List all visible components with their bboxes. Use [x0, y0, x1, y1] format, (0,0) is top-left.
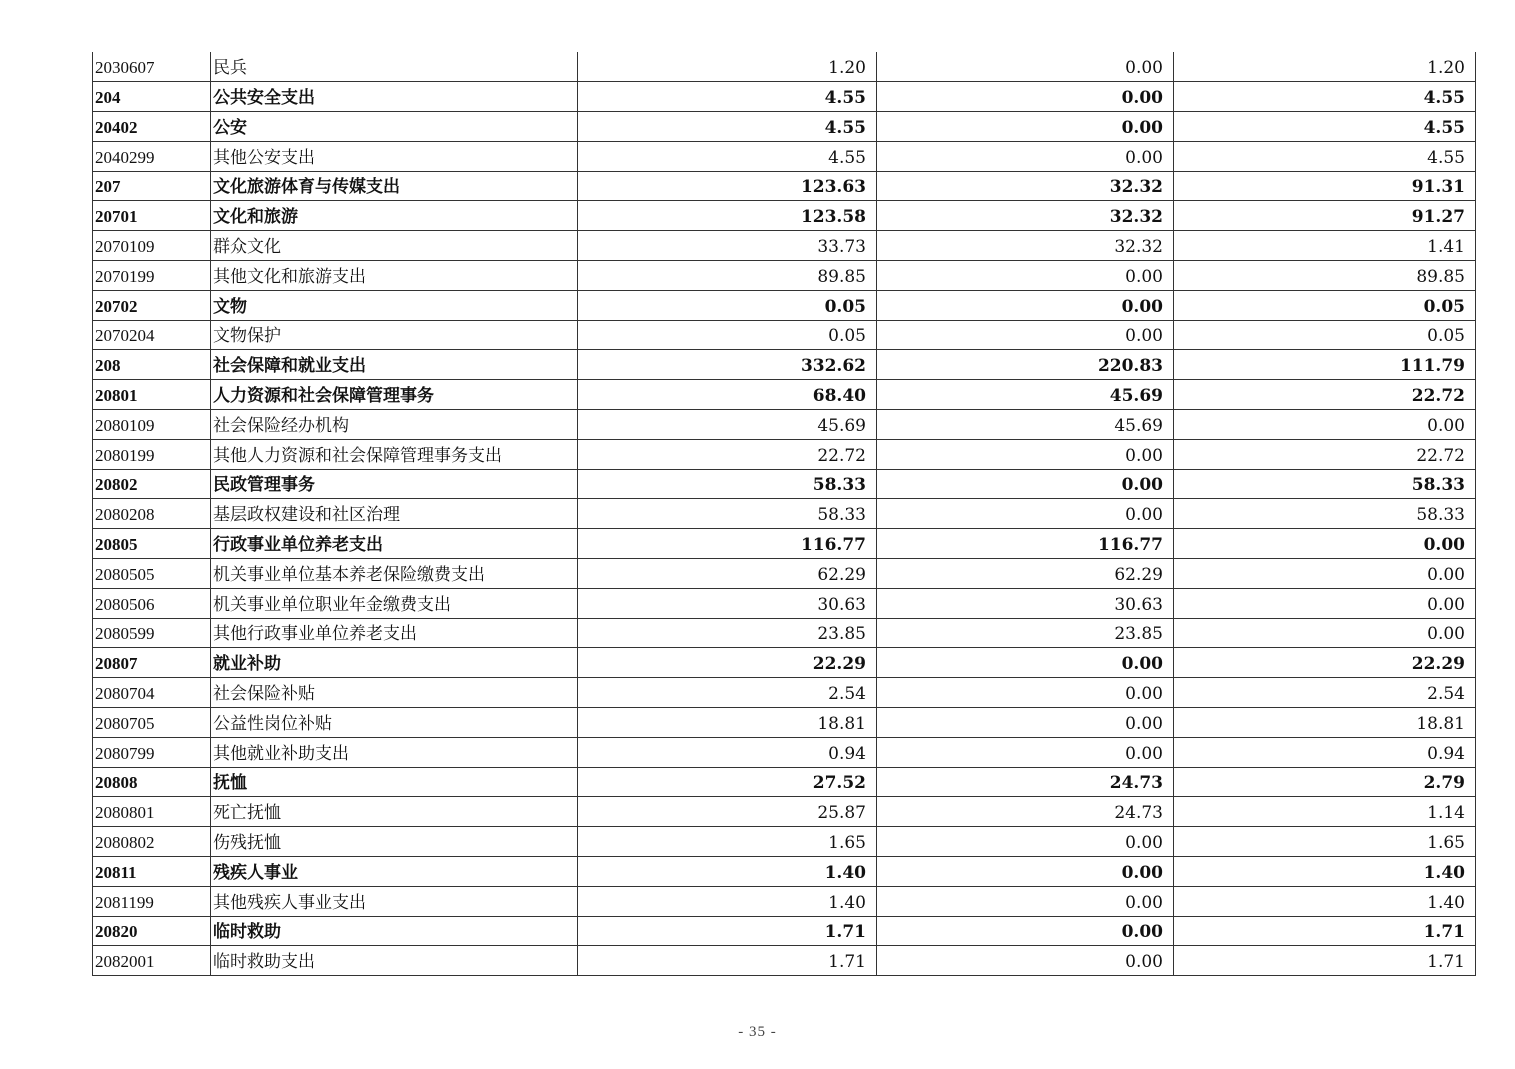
subject-name-cell: 文物保护 [211, 320, 578, 350]
subject-name-cell: 机关事业单位基本养老保险缴费支出 [211, 559, 578, 589]
basic-expenditure-cell: 45.69 [877, 410, 1174, 440]
table-row [93, 618, 1476, 648]
total-cell: 33.73 [578, 231, 877, 261]
table-row [93, 261, 1476, 291]
code-cell: 2080799 [93, 737, 211, 767]
total-cell: 123.63 [578, 171, 877, 201]
table-row [93, 737, 1476, 767]
project-expenditure-cell: 1.71 [1174, 916, 1476, 946]
budget-expenditure-table [92, 52, 1476, 976]
basic-expenditure-cell: 23.85 [877, 618, 1174, 648]
code-cell: 20811 [93, 857, 211, 887]
total-cell: 1.20 [578, 52, 877, 82]
subject-name-cell: 抚恤 [211, 767, 578, 797]
subject-name-cell: 民政管理事务 [211, 469, 578, 499]
project-expenditure-cell: 4.55 [1174, 82, 1476, 112]
project-expenditure-cell: 2.54 [1174, 678, 1476, 708]
code-cell: 2080599 [93, 618, 211, 648]
total-cell: 45.69 [578, 410, 877, 440]
project-expenditure-cell: 58.33 [1174, 469, 1476, 499]
basic-expenditure-cell: 24.73 [877, 767, 1174, 797]
basic-expenditure-cell: 32.32 [877, 201, 1174, 231]
code-cell: 204 [93, 82, 211, 112]
project-expenditure-cell: 1.40 [1174, 857, 1476, 887]
project-expenditure-cell: 22.72 [1174, 439, 1476, 469]
basic-expenditure-cell: 0.00 [877, 439, 1174, 469]
total-cell: 332.62 [578, 350, 877, 380]
basic-expenditure-cell: 116.77 [877, 529, 1174, 559]
total-cell: 89.85 [578, 261, 877, 291]
table-row [93, 529, 1476, 559]
total-cell: 62.29 [578, 559, 877, 589]
table-row [93, 201, 1476, 231]
table-row [93, 678, 1476, 708]
total-cell: 1.40 [578, 886, 877, 916]
basic-expenditure-cell: 0.00 [877, 261, 1174, 291]
project-expenditure-cell: 89.85 [1174, 261, 1476, 291]
code-cell: 2080208 [93, 499, 211, 529]
code-cell: 2080704 [93, 678, 211, 708]
subject-name-cell: 公益性岗位补贴 [211, 708, 578, 738]
subject-name-cell: 文物 [211, 290, 578, 320]
table-row [93, 410, 1476, 440]
table-row [93, 499, 1476, 529]
subject-name-cell: 临时救助支出 [211, 946, 578, 976]
code-cell: 2070204 [93, 320, 211, 350]
project-expenditure-cell: 0.00 [1174, 410, 1476, 440]
basic-expenditure-cell: 32.32 [877, 231, 1174, 261]
project-expenditure-cell: 4.55 [1174, 112, 1476, 142]
total-cell: 22.29 [578, 648, 877, 678]
project-expenditure-cell: 58.33 [1174, 499, 1476, 529]
table-row [93, 648, 1476, 678]
basic-expenditure-cell: 0.00 [877, 827, 1174, 857]
basic-expenditure-cell: 0.00 [877, 320, 1174, 350]
basic-expenditure-cell: 220.83 [877, 350, 1174, 380]
total-cell: 1.40 [578, 857, 877, 887]
project-expenditure-cell: 0.94 [1174, 737, 1476, 767]
subject-name-cell: 公安 [211, 112, 578, 142]
table-row [93, 797, 1476, 827]
subject-name-cell: 其他行政事业单位养老支出 [211, 618, 578, 648]
subject-name-cell: 基层政权建设和社区治理 [211, 499, 578, 529]
subject-name-cell: 群众文化 [211, 231, 578, 261]
basic-expenditure-cell: 45.69 [877, 380, 1174, 410]
total-cell: 27.52 [578, 767, 877, 797]
subject-name-cell: 行政事业单位养老支出 [211, 529, 578, 559]
project-expenditure-cell: 0.00 [1174, 588, 1476, 618]
total-cell: 58.33 [578, 499, 877, 529]
project-expenditure-cell: 18.81 [1174, 708, 1476, 738]
table-body [93, 52, 1476, 976]
subject-name-cell: 文化旅游体育与传媒支出 [211, 171, 578, 201]
table-row [93, 320, 1476, 350]
project-expenditure-cell: 0.05 [1174, 290, 1476, 320]
code-cell: 20702 [93, 290, 211, 320]
project-expenditure-cell: 91.27 [1174, 201, 1476, 231]
basic-expenditure-cell: 0.00 [877, 916, 1174, 946]
code-cell: 208 [93, 350, 211, 380]
total-cell: 116.77 [578, 529, 877, 559]
total-cell: 2.54 [578, 678, 877, 708]
code-cell: 20805 [93, 529, 211, 559]
code-cell: 2081199 [93, 886, 211, 916]
basic-expenditure-cell: 0.00 [877, 678, 1174, 708]
subject-name-cell: 其他人力资源和社会保障管理事务支出 [211, 439, 578, 469]
total-cell: 22.72 [578, 439, 877, 469]
project-expenditure-cell: 4.55 [1174, 141, 1476, 171]
code-cell: 2080802 [93, 827, 211, 857]
table-row [93, 827, 1476, 857]
page-number: - 35 - [738, 1024, 777, 1040]
subject-name-cell: 其他公安支出 [211, 141, 578, 171]
code-cell: 2080109 [93, 410, 211, 440]
table-row [93, 171, 1476, 201]
subject-name-cell: 其他文化和旅游支出 [211, 261, 578, 291]
basic-expenditure-cell: 0.00 [877, 141, 1174, 171]
subject-name-cell: 残疾人事业 [211, 857, 578, 887]
total-cell: 0.05 [578, 290, 877, 320]
project-expenditure-cell: 22.72 [1174, 380, 1476, 410]
subject-name-cell: 文化和旅游 [211, 201, 578, 231]
subject-name-cell: 就业补助 [211, 648, 578, 678]
code-cell: 2080199 [93, 439, 211, 469]
table-row [93, 708, 1476, 738]
code-cell: 2080705 [93, 708, 211, 738]
basic-expenditure-cell: 0.00 [877, 886, 1174, 916]
basic-expenditure-cell: 62.29 [877, 559, 1174, 589]
subject-name-cell: 其他残疾人事业支出 [211, 886, 578, 916]
total-cell: 1.65 [578, 827, 877, 857]
code-cell: 2080506 [93, 588, 211, 618]
basic-expenditure-cell: 0.00 [877, 648, 1174, 678]
table-row [93, 439, 1476, 469]
subject-name-cell: 社会保障和就业支出 [211, 350, 578, 380]
table-row [93, 350, 1476, 380]
table-row [93, 52, 1476, 82]
subject-name-cell: 人力资源和社会保障管理事务 [211, 380, 578, 410]
total-cell: 18.81 [578, 708, 877, 738]
table-row [93, 112, 1476, 142]
code-cell: 207 [93, 171, 211, 201]
table-row [93, 886, 1476, 916]
table-row [93, 231, 1476, 261]
code-cell: 20820 [93, 916, 211, 946]
project-expenditure-cell: 1.14 [1174, 797, 1476, 827]
basic-expenditure-cell: 0.00 [877, 946, 1174, 976]
total-cell: 68.40 [578, 380, 877, 410]
total-cell: 4.55 [578, 82, 877, 112]
subject-name-cell: 公共安全支出 [211, 82, 578, 112]
table-row [93, 559, 1476, 589]
code-cell: 2082001 [93, 946, 211, 976]
code-cell: 20701 [93, 201, 211, 231]
table-row [93, 469, 1476, 499]
project-expenditure-cell: 0.00 [1174, 618, 1476, 648]
total-cell: 0.05 [578, 320, 877, 350]
total-cell: 1.71 [578, 946, 877, 976]
total-cell: 58.33 [578, 469, 877, 499]
total-cell: 23.85 [578, 618, 877, 648]
code-cell: 20802 [93, 469, 211, 499]
table-row [93, 588, 1476, 618]
subject-name-cell: 机关事业单位职业年金缴费支出 [211, 588, 578, 618]
code-cell: 20801 [93, 380, 211, 410]
code-cell: 2030607 [93, 52, 211, 82]
subject-name-cell: 社会保险补贴 [211, 678, 578, 708]
table-row [93, 857, 1476, 887]
basic-expenditure-cell: 24.73 [877, 797, 1174, 827]
table-row [93, 82, 1476, 112]
total-cell: 1.71 [578, 916, 877, 946]
code-cell: 2080505 [93, 559, 211, 589]
subject-name-cell: 社会保险经办机构 [211, 410, 578, 440]
project-expenditure-cell: 0.05 [1174, 320, 1476, 350]
total-cell: 30.63 [578, 588, 877, 618]
basic-expenditure-cell: 0.00 [877, 857, 1174, 887]
total-cell: 25.87 [578, 797, 877, 827]
project-expenditure-cell: 91.31 [1174, 171, 1476, 201]
basic-expenditure-cell: 0.00 [877, 499, 1174, 529]
basic-expenditure-cell: 0.00 [877, 290, 1174, 320]
project-expenditure-cell: 1.20 [1174, 52, 1476, 82]
total-cell: 123.58 [578, 201, 877, 231]
table-row [93, 290, 1476, 320]
table-row [93, 380, 1476, 410]
subject-name-cell: 死亡抚恤 [211, 797, 578, 827]
subject-name-cell: 民兵 [211, 52, 578, 82]
project-expenditure-cell: 1.41 [1174, 231, 1476, 261]
project-expenditure-cell: 22.29 [1174, 648, 1476, 678]
project-expenditure-cell: 1.71 [1174, 946, 1476, 976]
basic-expenditure-cell: 0.00 [877, 52, 1174, 82]
code-cell: 20402 [93, 112, 211, 142]
code-cell: 20808 [93, 767, 211, 797]
basic-expenditure-cell: 0.00 [877, 82, 1174, 112]
subject-name-cell: 临时救助 [211, 916, 578, 946]
budget-table-container [92, 52, 1475, 976]
total-cell: 4.55 [578, 141, 877, 171]
basic-expenditure-cell: 0.00 [877, 112, 1174, 142]
project-expenditure-cell: 0.00 [1174, 559, 1476, 589]
basic-expenditure-cell: 32.32 [877, 171, 1174, 201]
basic-expenditure-cell: 0.00 [877, 708, 1174, 738]
project-expenditure-cell: 2.79 [1174, 767, 1476, 797]
total-cell: 4.55 [578, 112, 877, 142]
basic-expenditure-cell: 30.63 [877, 588, 1174, 618]
code-cell: 2040299 [93, 141, 211, 171]
code-cell: 2080801 [93, 797, 211, 827]
basic-expenditure-cell: 0.00 [877, 737, 1174, 767]
table-row [93, 916, 1476, 946]
project-expenditure-cell: 1.65 [1174, 827, 1476, 857]
table-row [93, 767, 1476, 797]
project-expenditure-cell: 111.79 [1174, 350, 1476, 380]
subject-name-cell: 其他就业补助支出 [211, 737, 578, 767]
table-row [93, 946, 1476, 976]
subject-name-cell: 伤残抚恤 [211, 827, 578, 857]
total-cell: 0.94 [578, 737, 877, 767]
code-cell: 2070109 [93, 231, 211, 261]
code-cell: 2070199 [93, 261, 211, 291]
project-expenditure-cell: 1.40 [1174, 886, 1476, 916]
basic-expenditure-cell: 0.00 [877, 469, 1174, 499]
project-expenditure-cell: 0.00 [1174, 529, 1476, 559]
code-cell: 20807 [93, 648, 211, 678]
table-row [93, 141, 1476, 171]
